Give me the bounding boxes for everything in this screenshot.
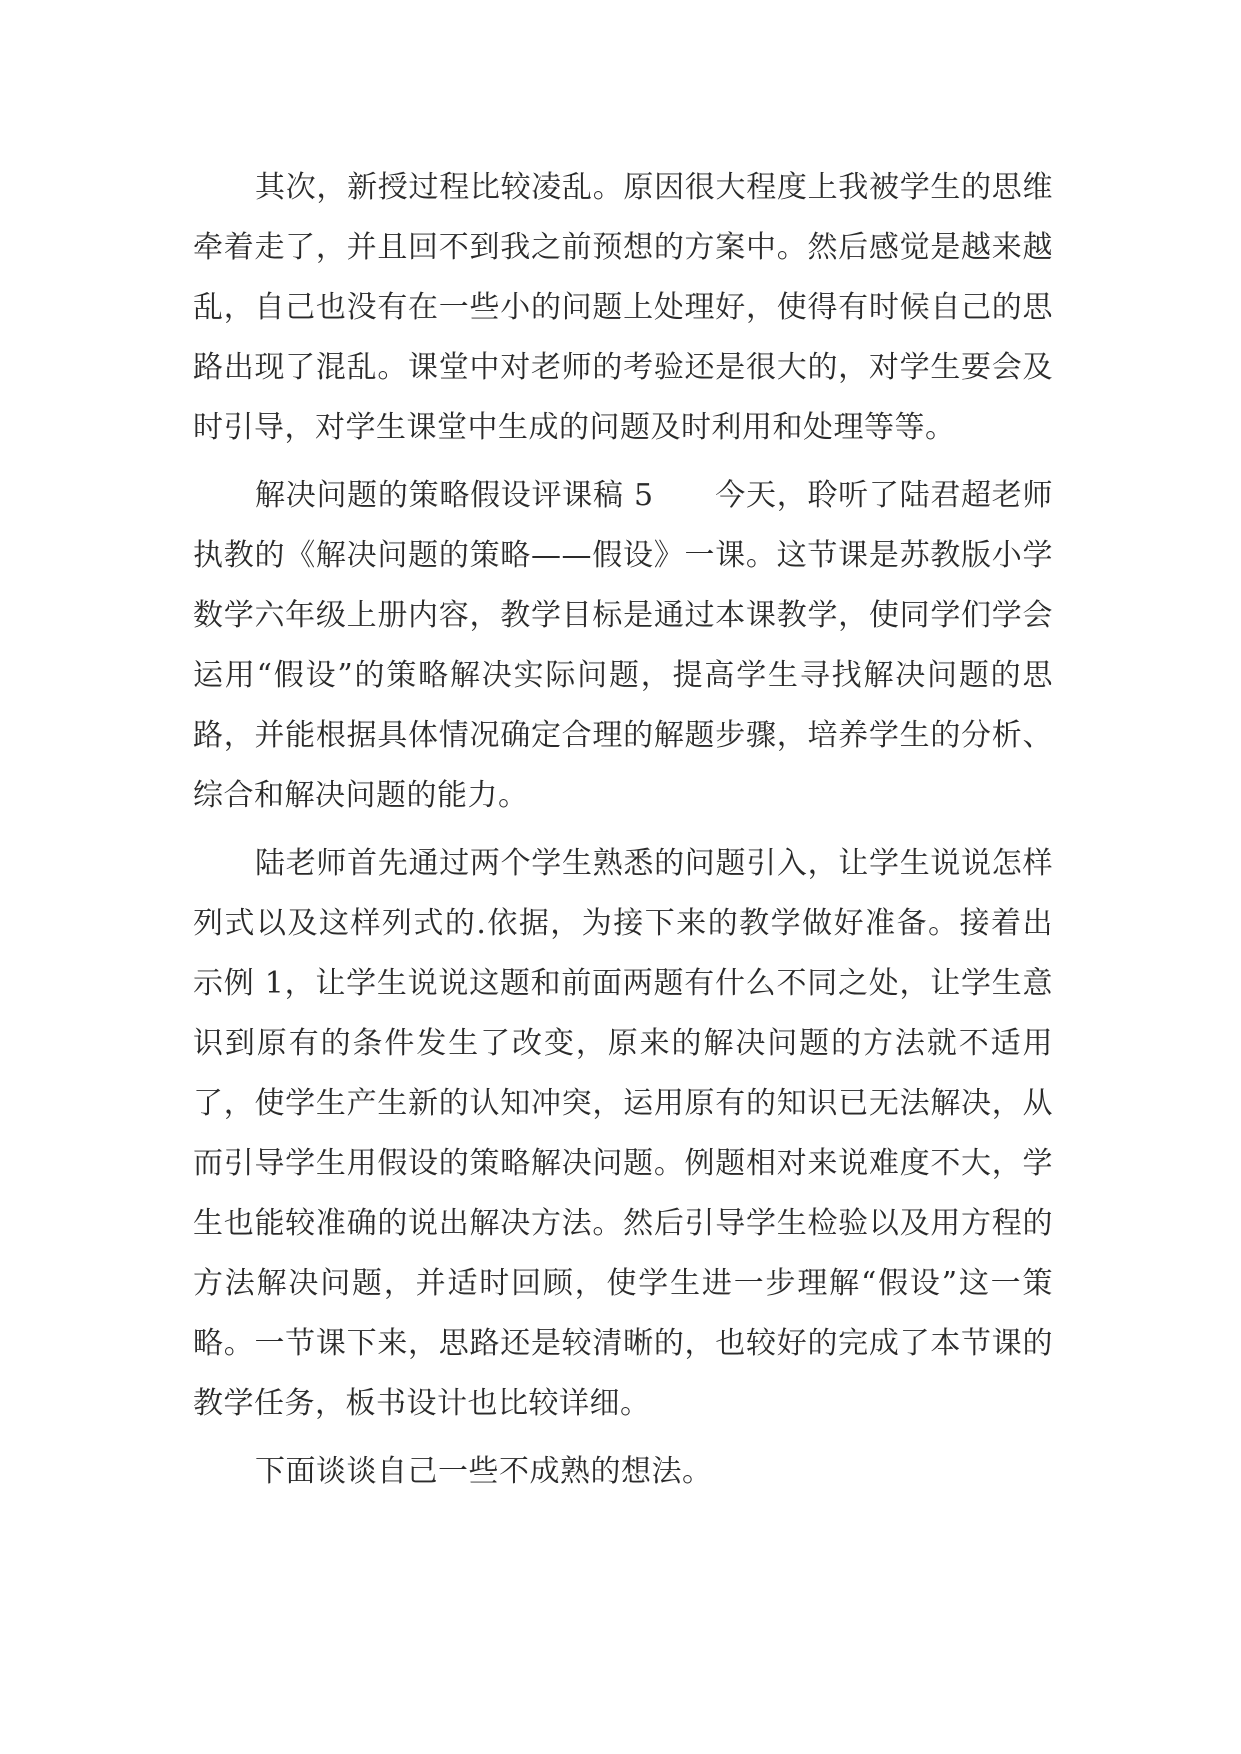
paragraph-2: 解决问题的策略假设评课稿 5 今天，聆听了陆君超老师执教的《解决问题的策略——假设》一课。这节课是苏教版小学数学六年级上册内容，教学目标是通过本课教学，使同学们学会运用“假设”的策略解决实际问题，提高学生寻找解决问题的思路，并能根据具体情况确定合理的解题步骤，培养学生的分析、综合和解决问题的能力。 [193,478,1053,813]
paragraph-3: 陆老师首先通过两个学生熟悉的问题引入，让学生说说怎样列式以及这样列式的.依据，为接下来的教学做好准备。接着出示例 1，让学生说说这题和前面两题有什么不同之处，让学生意识到原有的条件发生了改变，原来的解决问题的方法就不适用了，使学生产生新的认知冲突，运用原有的知识已无法解决，从而引导学生用假设的策略解决问题。例题相对来说难度不大，学生也能较准确的说出解决方法。然后引导学生检验以及用方程的方法解决问题，并适时回顾，使学生进一步理解“假设”这一策略。一节课下来，思路还是较清晰的，也较好的完成了本节课的教学任务，板书设计也比较详细。 [193,846,1053,1421]
document-body [193,158,1053,1502]
paragraph-4: 下面谈谈自己一些不成熟的想法。 [255,1454,713,1489]
paragraph-1: 其次，新授过程比较凌乱。原因很大程度上我被学生的思维牵着走了，并且回不到我之前预想的方案中。然后感觉是越来越乱，自己也没有在一些小的问题上处理好，使得有时候自己的思路出现了混乱。课堂中对老师的考验还是很大的，对学生要会及时引导，对学生课堂中生成的问题及时利用和处理等等。 [193,170,1053,445]
